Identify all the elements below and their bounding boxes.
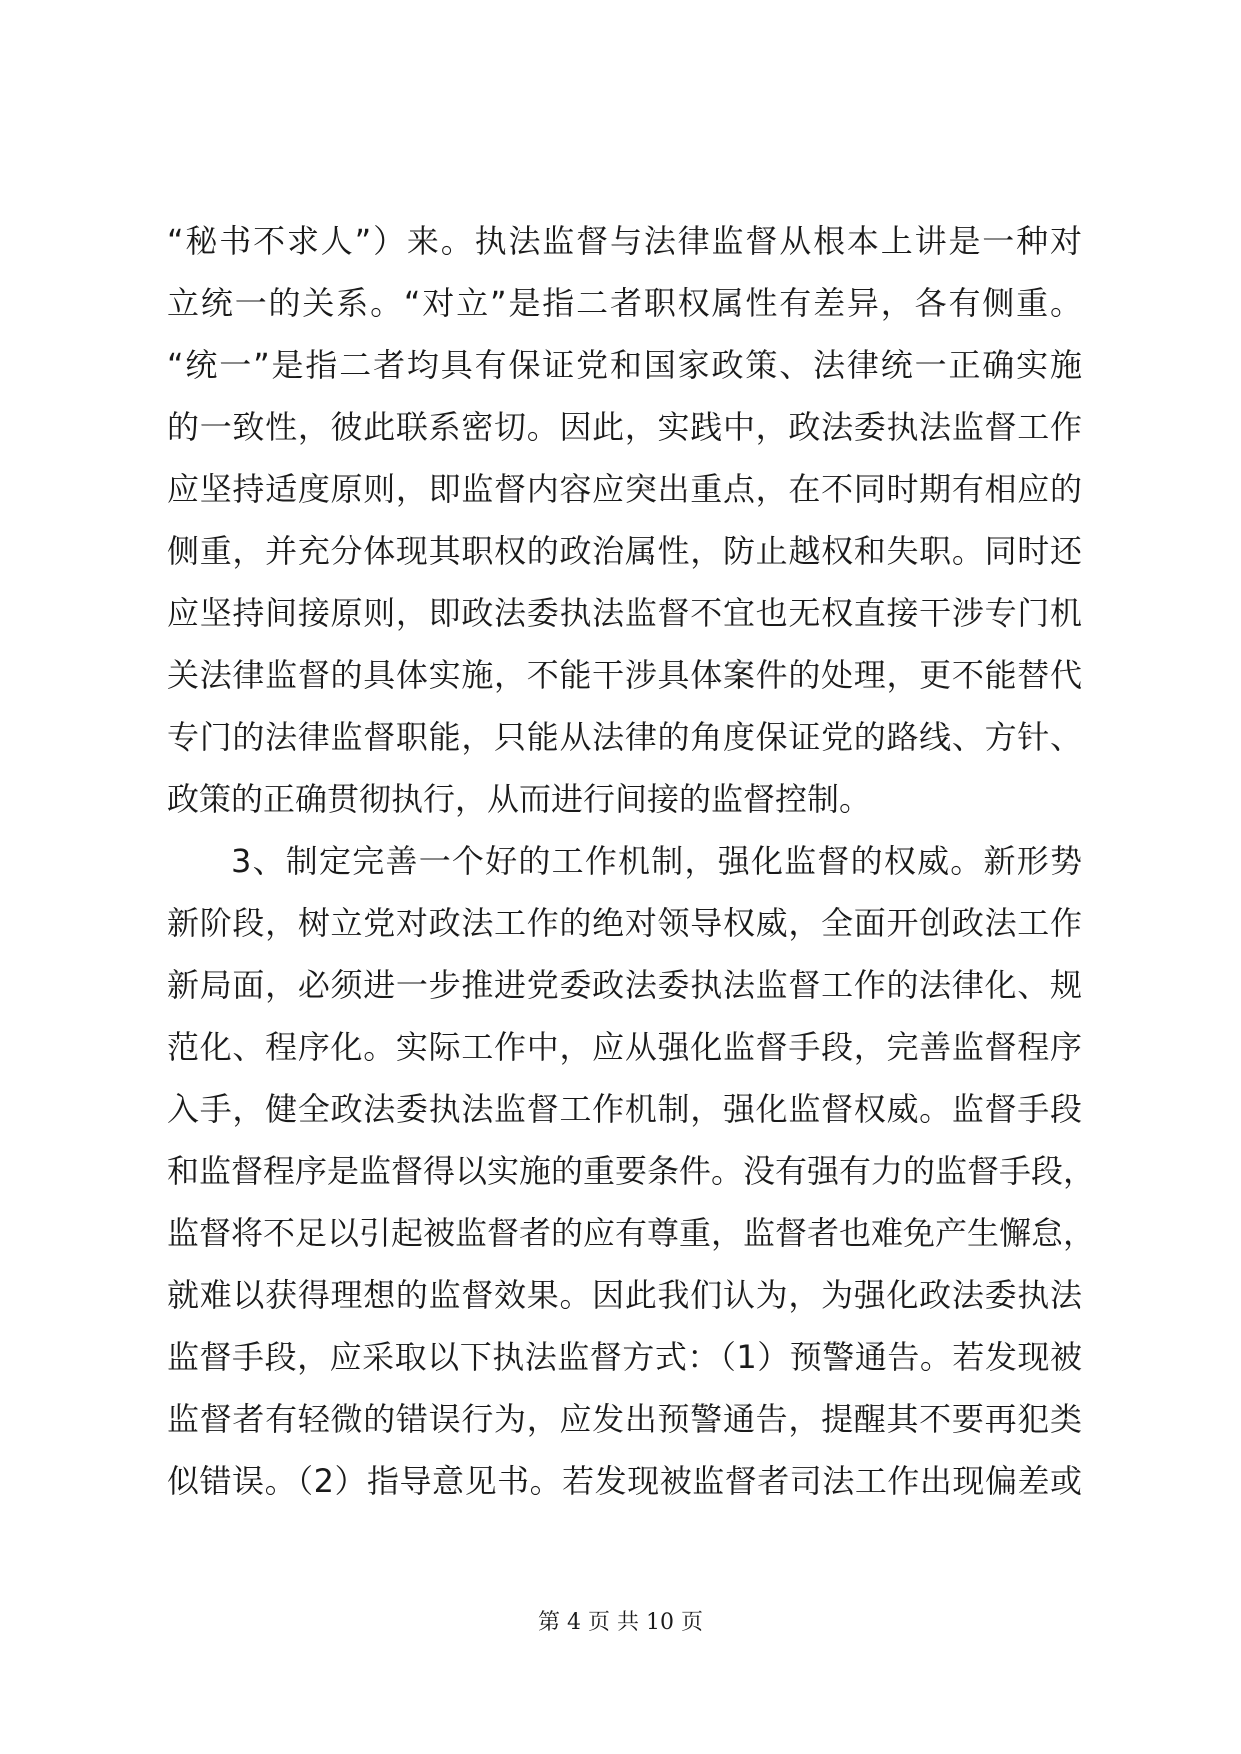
body-line-20: 监督者有轻微的错误行为，应发出预警通告，提醒其不要再犯类 xyxy=(167,1400,1082,1438)
body-line-10: 政策的正确贯彻执行，从而进行间接的监督控制。 xyxy=(167,780,872,818)
body-line-21: 似错误。（2）指导意见书。若发现被监督者司法工作出现偏差或 xyxy=(167,1462,1082,1500)
body-line-18: 就难以获得理想的监督效果。因此我们认为，为强化政法委执法 xyxy=(167,1276,1082,1314)
body-line-4: 的一致性，彼此联系密切。因此，实践中，政法委执法监督工作 xyxy=(167,408,1082,446)
body-line-3: “统一”是指二者均具有保证党和国家政策、法律统一正确实施 xyxy=(167,346,1082,384)
body-line-19: 监督手段，应采取以下执法监督方式：（1）预警通告。若发现被 xyxy=(167,1338,1082,1376)
body-line-5: 应坚持适度原则，即监督内容应突出重点，在不同时期有相应的 xyxy=(167,470,1082,508)
body-line-7: 应坚持间接原则，即政法委执法监督不宜也无权直接干涉专门机 xyxy=(167,594,1082,632)
body-line-9: 专门的法律监督职能，只能从法律的角度保证党的路线、方针、 xyxy=(167,718,1082,756)
body-line-8: 关法律监督的具体实施，不能干涉具体案件的处理，更不能替代 xyxy=(167,656,1082,694)
body-line-16: 和监督程序是监督得以实施的重要条件。没有强有力的监督手段， xyxy=(167,1152,1096,1190)
body-line-1: “秘书不求人”）来。执法监督与法律监督从根本上讲是一种对 xyxy=(167,222,1082,260)
body-line-6: 侧重，并充分体现其职权的政治属性，防止越权和失职。同时还 xyxy=(167,532,1082,570)
body-line-11: 3、制定完善一个好的工作机制，强化监督的权威。新形势 xyxy=(231,842,1082,880)
body-line-2: 立统一的关系。“对立”是指二者职权属性有差异，各有侧重。 xyxy=(167,284,1082,322)
body-line-12: 新阶段，树立党对政法工作的绝对领导权威，全面开创政法工作 xyxy=(167,904,1082,942)
body-line-14: 范化、程序化。实际工作中，应从强化监督手段，完善监督程序 xyxy=(167,1028,1082,1066)
body-line-13: 新局面，必须进一步推进党委政法委执法监督工作的法律化、规 xyxy=(167,966,1082,1004)
page-number-footer: 第 4 页 共 10 页 xyxy=(538,1610,703,1635)
body-line-17: 监督将不足以引起被监督者的应有尊重，监督者也难免产生懈怠， xyxy=(167,1214,1096,1252)
body-line-15: 入手，健全政法委执法监督工作机制，强化监督权威。监督手段 xyxy=(167,1090,1082,1128)
